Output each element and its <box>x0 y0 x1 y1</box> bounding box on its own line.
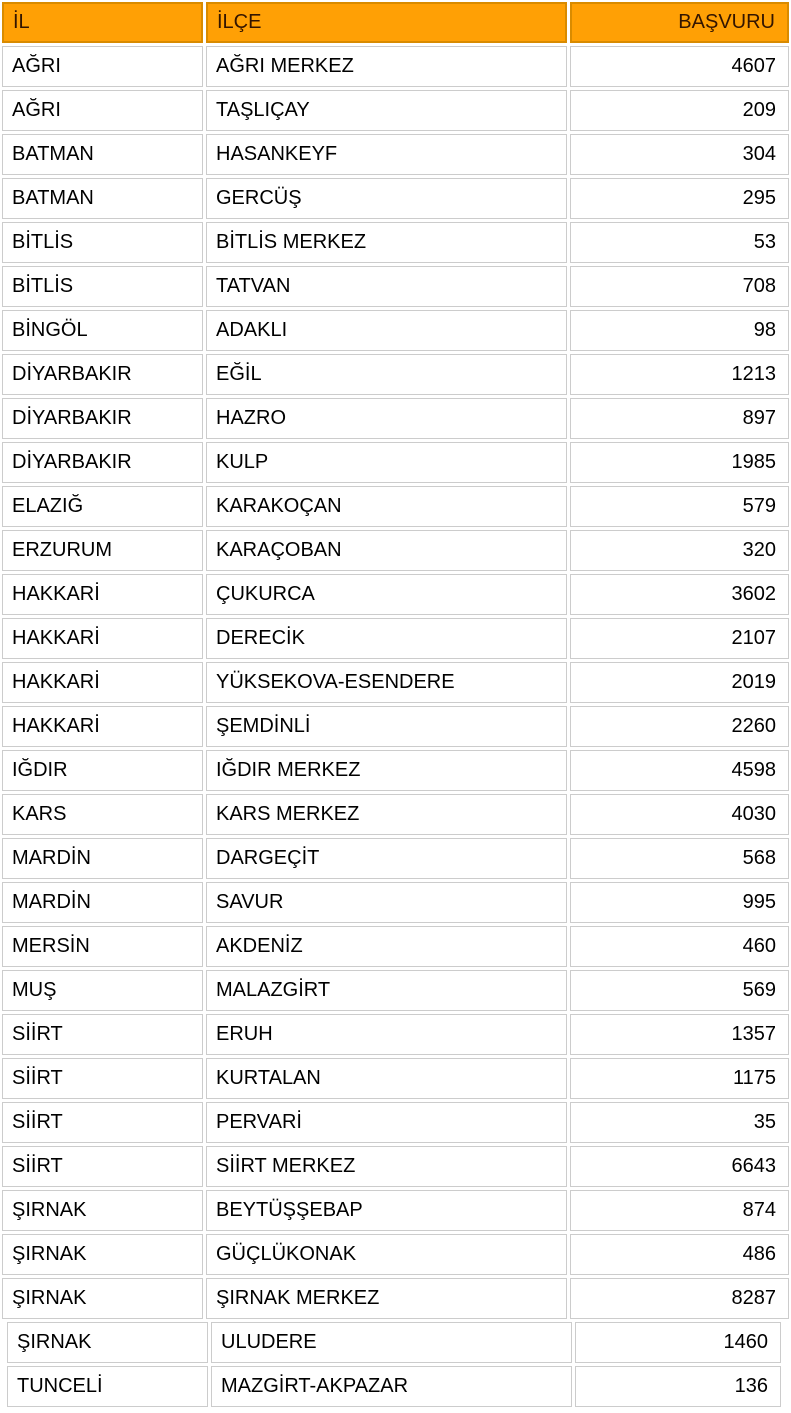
table-row <box>2 574 791 615</box>
cell-ilce: DARGEÇİT <box>206 838 567 879</box>
cell-ilce: GERCÜŞ <box>206 178 567 219</box>
cell-il: ŞIRNAK <box>2 1234 203 1275</box>
cell-il: ŞIRNAK <box>2 1278 203 1319</box>
cell-il: HAKKARİ <box>2 706 203 747</box>
cell-basvuru: 1213 <box>570 354 789 395</box>
cell-il: BATMAN <box>2 178 203 219</box>
cell-basvuru: 2019 <box>570 662 789 703</box>
cell-basvuru: 304 <box>570 134 789 175</box>
cell-ilce: HAZRO <box>206 398 567 439</box>
cell-basvuru: 708 <box>570 266 789 307</box>
cell-il: HAKKARİ <box>2 574 203 615</box>
cell-basvuru: 4030 <box>570 794 789 835</box>
cell-ilce: HASANKEYF <box>206 134 567 175</box>
header-cell-il: İL <box>2 2 203 43</box>
cell-basvuru: 295 <box>570 178 789 219</box>
cell-il: HAKKARİ <box>2 618 203 659</box>
table-row <box>2 662 791 703</box>
cell-ilce: GÜÇLÜKONAK <box>206 1234 567 1275</box>
table-row <box>2 442 791 483</box>
cell-il: BİTLİS <box>2 266 203 307</box>
cell-ilce: MALAZGİRT <box>206 970 567 1011</box>
cell-basvuru: 3602 <box>570 574 789 615</box>
cell-ilce: KULP <box>206 442 567 483</box>
cell-il: DİYARBAKIR <box>2 354 203 395</box>
cell-basvuru: 2260 <box>570 706 789 747</box>
table-row <box>2 486 791 527</box>
cell-ilce: ŞIRNAK MERKEZ <box>206 1278 567 1319</box>
table-row <box>2 794 791 835</box>
table-body <box>2 46 791 1407</box>
cell-il: DİYARBAKIR <box>2 442 203 483</box>
table-row <box>2 750 791 791</box>
cell-basvuru: 1357 <box>570 1014 789 1055</box>
cell-ilce: KURTALAN <box>206 1058 567 1099</box>
cell-basvuru: 1175 <box>570 1058 789 1099</box>
table-row <box>2 970 791 1011</box>
cell-basvuru: 579 <box>570 486 789 527</box>
cell-ilce: SİİRT MERKEZ <box>206 1146 567 1187</box>
cell-ilce: IĞDIR MERKEZ <box>206 750 567 791</box>
cell-ilce: EĞİL <box>206 354 567 395</box>
table-row <box>2 46 791 87</box>
cell-il: ŞIRNAK <box>7 1322 208 1363</box>
table-row <box>2 838 791 879</box>
table-row <box>2 222 791 263</box>
header-cell-basvuru: BAŞVURU <box>570 2 789 43</box>
table-row <box>2 1146 791 1187</box>
cell-basvuru: 897 <box>570 398 789 439</box>
cell-il: ELAZIĞ <box>2 486 203 527</box>
cell-basvuru: 8287 <box>570 1278 789 1319</box>
cell-basvuru: 35 <box>570 1102 789 1143</box>
cell-basvuru: 53 <box>570 222 789 263</box>
cell-ilce: KARS MERKEZ <box>206 794 567 835</box>
cell-ilce: PERVARİ <box>206 1102 567 1143</box>
cell-ilce: MAZGİRT-AKPAZAR <box>211 1366 572 1407</box>
cell-il: HAKKARİ <box>2 662 203 703</box>
table-row <box>2 1014 791 1055</box>
table-row <box>2 310 791 351</box>
table-row <box>2 178 791 219</box>
cell-il: IĞDIR <box>2 750 203 791</box>
cell-basvuru: 320 <box>570 530 789 571</box>
table-row <box>2 134 791 175</box>
cell-ilce: KARAÇOBAN <box>206 530 567 571</box>
cell-ilce: YÜKSEKOVA-ESENDERE <box>206 662 567 703</box>
cell-basvuru: 486 <box>570 1234 789 1275</box>
cell-ilce: AKDENİZ <box>206 926 567 967</box>
cell-basvuru: 995 <box>570 882 789 923</box>
cell-ilce: ÇUKURCA <box>206 574 567 615</box>
table-header-row <box>2 2 791 43</box>
table-row <box>2 1190 791 1231</box>
cell-ilce: BEYTÜŞŞEBAP <box>206 1190 567 1231</box>
cell-il: ERZURUM <box>2 530 203 571</box>
cell-il: MARDİN <box>2 838 203 879</box>
table-row <box>2 1058 791 1099</box>
cell-il: MARDİN <box>2 882 203 923</box>
cell-ilce: TATVAN <box>206 266 567 307</box>
cell-il: SİİRT <box>2 1102 203 1143</box>
cell-il: ŞIRNAK <box>2 1190 203 1231</box>
cell-il: SİİRT <box>2 1058 203 1099</box>
table-row <box>2 1278 791 1319</box>
cell-ilce: KARAKOÇAN <box>206 486 567 527</box>
table-row <box>2 618 791 659</box>
table-row <box>2 706 791 747</box>
cell-il: MERSİN <box>2 926 203 967</box>
cell-il: AĞRI <box>2 90 203 131</box>
cell-il: MUŞ <box>2 970 203 1011</box>
cell-il: AĞRI <box>2 46 203 87</box>
table-row <box>2 530 791 571</box>
table-row <box>2 398 791 439</box>
cell-basvuru: 569 <box>570 970 789 1011</box>
cell-basvuru: 6643 <box>570 1146 789 1187</box>
cell-ilce: ADAKLI <box>206 310 567 351</box>
cell-ilce: ERUH <box>206 1014 567 1055</box>
table-row <box>2 1234 791 1275</box>
cell-basvuru: 4598 <box>570 750 789 791</box>
cell-ilce: SAVUR <box>206 882 567 923</box>
cell-ilce: TAŞLIÇAY <box>206 90 567 131</box>
cell-ilce: DERECİK <box>206 618 567 659</box>
cell-il: BİTLİS <box>2 222 203 263</box>
cell-ilce: BİTLİS MERKEZ <box>206 222 567 263</box>
cell-basvuru: 4607 <box>570 46 789 87</box>
table-row <box>2 1102 791 1143</box>
cell-ilce: AĞRI MERKEZ <box>206 46 567 87</box>
cell-ilce: ŞEMDİNLİ <box>206 706 567 747</box>
cell-il: TUNCELİ <box>7 1366 208 1407</box>
cell-il: BİNGÖL <box>2 310 203 351</box>
cell-basvuru: 568 <box>570 838 789 879</box>
cell-basvuru: 1985 <box>570 442 789 483</box>
cell-basvuru: 209 <box>570 90 789 131</box>
cell-basvuru: 2107 <box>570 618 789 659</box>
table-row <box>7 1322 791 1363</box>
cell-basvuru: 1460 <box>575 1322 781 1363</box>
cell-il: SİİRT <box>2 1014 203 1055</box>
cell-il: BATMAN <box>2 134 203 175</box>
cell-basvuru: 98 <box>570 310 789 351</box>
cell-il: DİYARBAKIR <box>2 398 203 439</box>
table-row <box>2 266 791 307</box>
table-row <box>2 882 791 923</box>
cell-basvuru: 874 <box>570 1190 789 1231</box>
cell-il: KARS <box>2 794 203 835</box>
cell-basvuru: 136 <box>575 1366 781 1407</box>
table-row <box>7 1366 791 1407</box>
table-row <box>2 90 791 131</box>
cell-basvuru: 460 <box>570 926 789 967</box>
cell-il: SİİRT <box>2 1146 203 1187</box>
cell-ilce: ULUDERE <box>211 1322 572 1363</box>
header-cell-ilce: İLÇE <box>206 2 567 43</box>
table-row <box>2 926 791 967</box>
table-row <box>2 354 791 395</box>
